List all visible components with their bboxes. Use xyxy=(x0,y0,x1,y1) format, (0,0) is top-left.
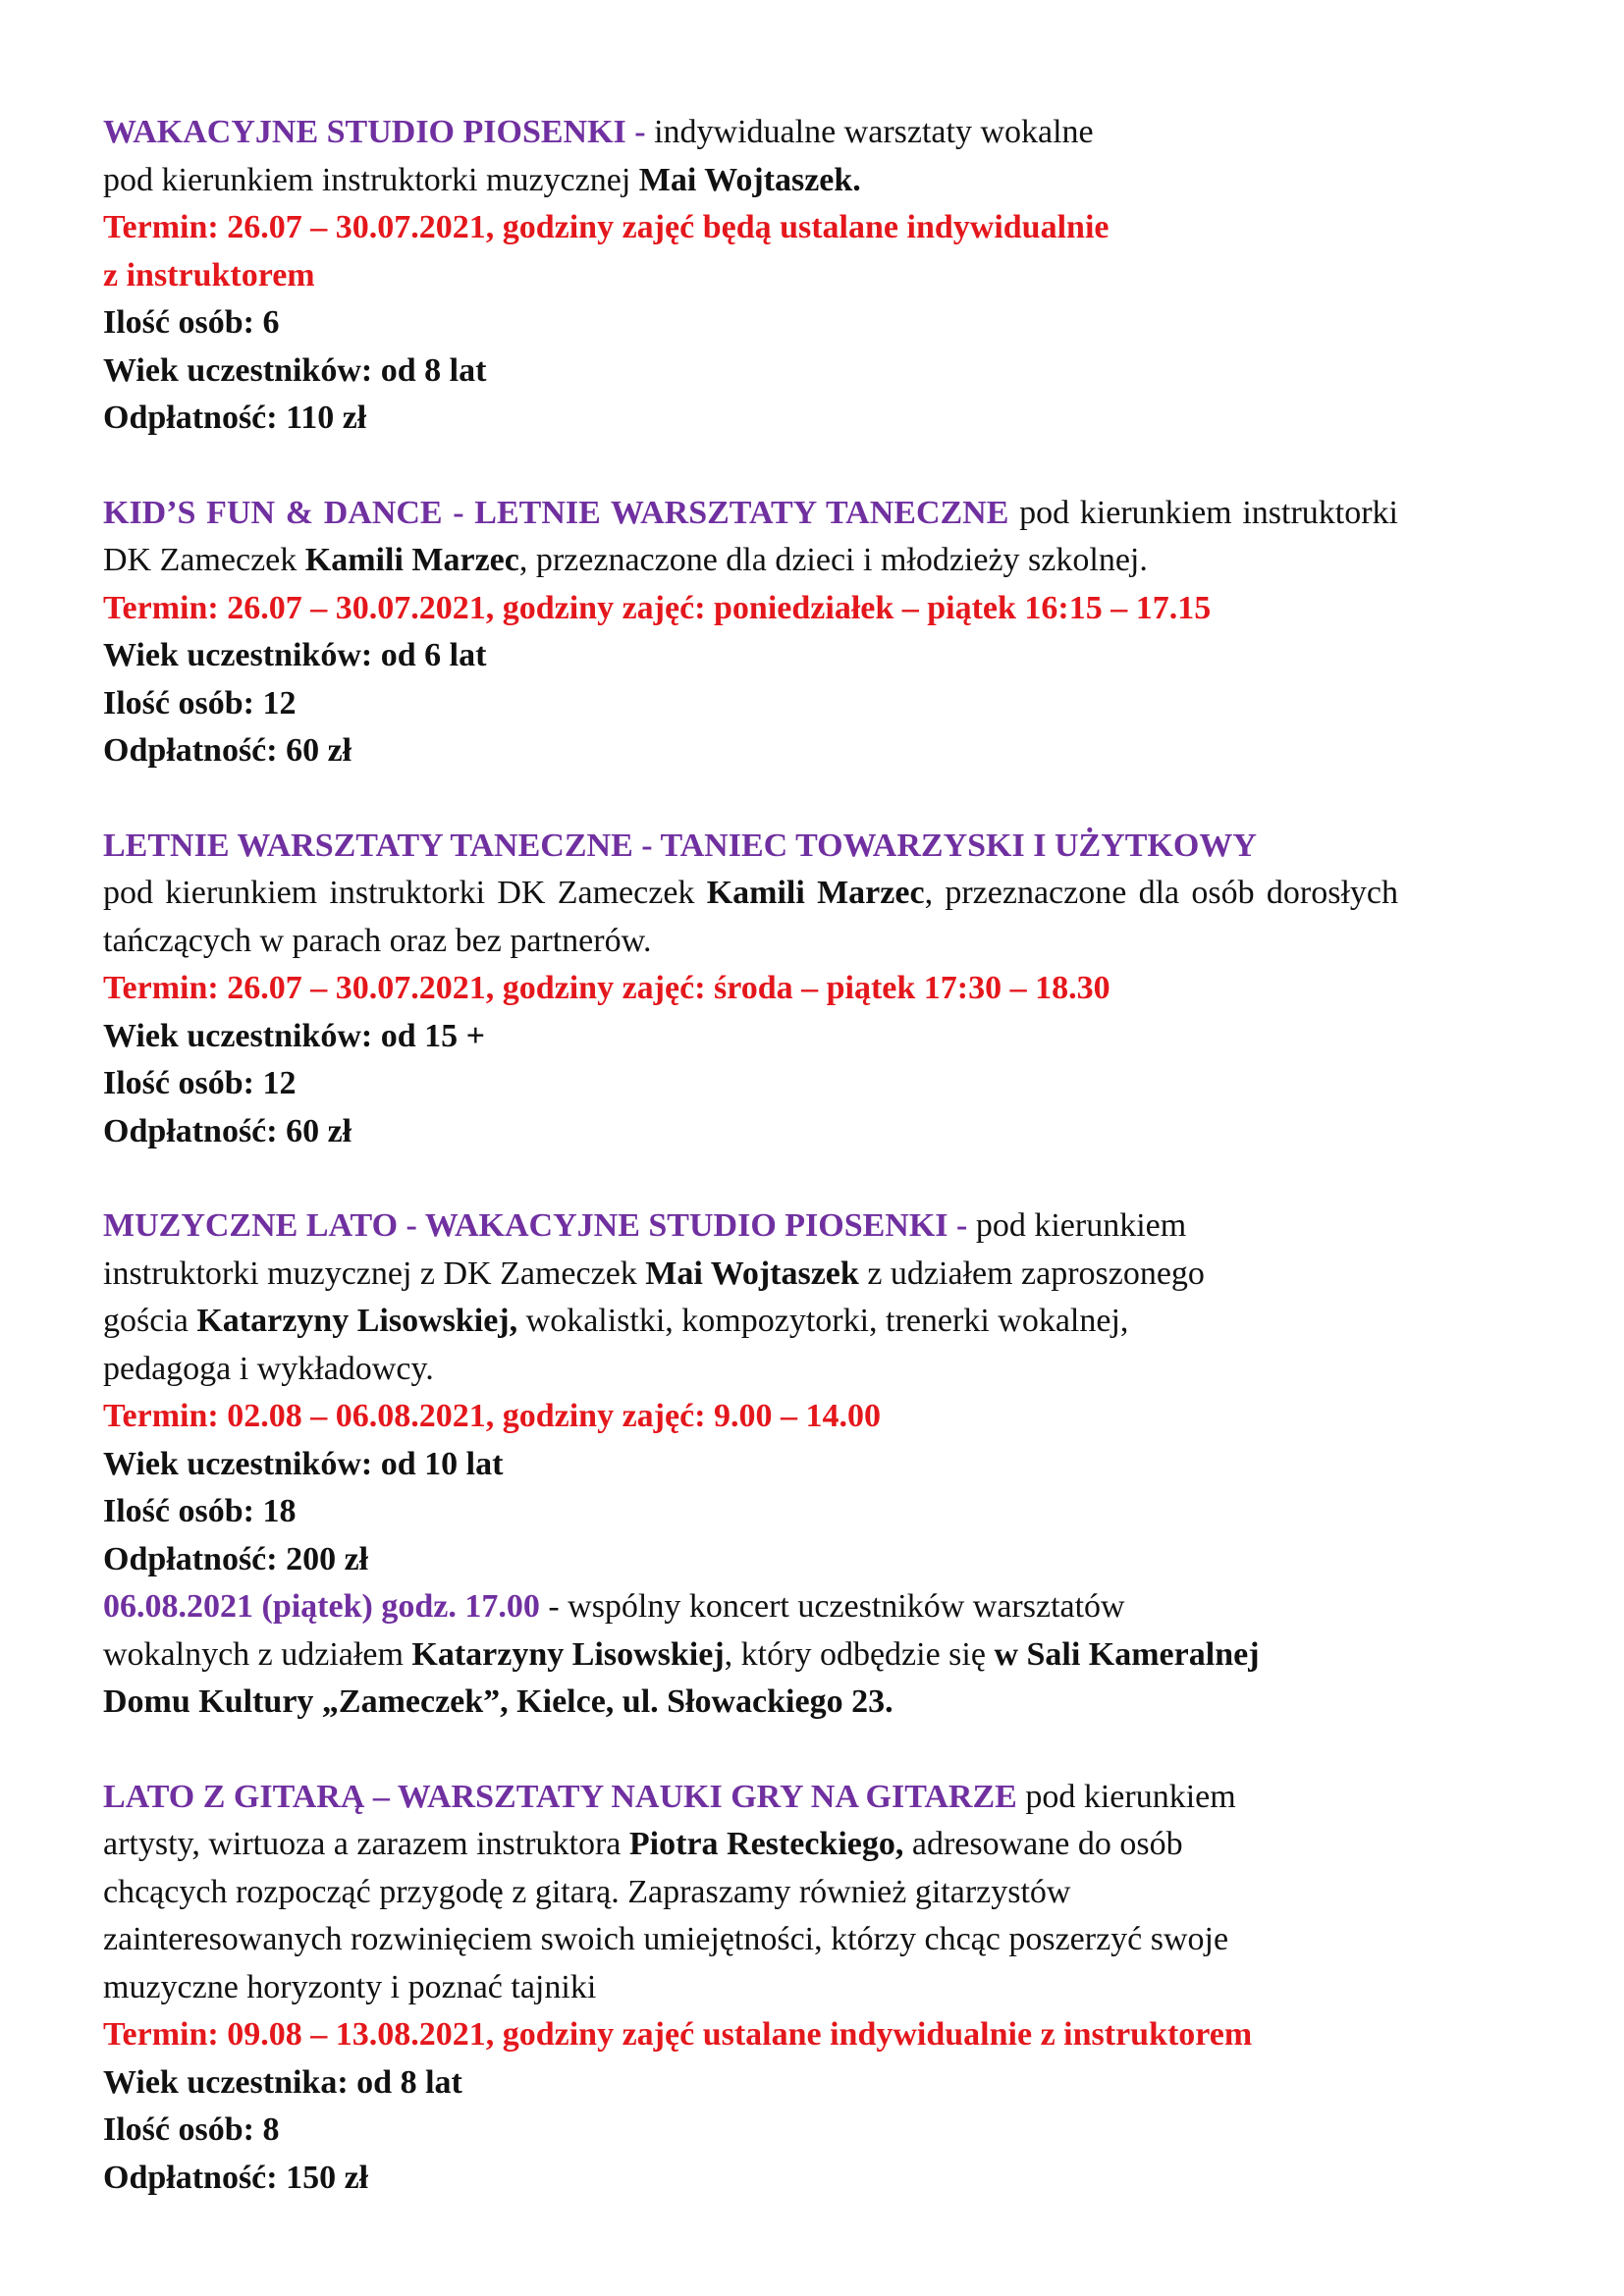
instructor-name: Piotra Resteckiego, xyxy=(628,1826,904,1862)
description-text: pod kierunkiem instruktorki muzycznej xyxy=(103,161,639,198)
participant-age: Wiek uczestników: od 6 lat xyxy=(103,637,487,673)
concert-date: 06.08.2021 (piątek) godz. 17.00 xyxy=(103,1588,540,1625)
group-size: Ilość osób: 8 xyxy=(103,2111,280,2148)
term-line: Termin: 26.07 – 30.07.2021, godziny zajęć: środa – piątek 17:30 – 18.30 xyxy=(103,970,1110,1006)
group-size: Ilość osób: 18 xyxy=(103,1493,297,1529)
concert-venue: w Sali Kameralnej xyxy=(994,1635,1260,1673)
section-heading-line xyxy=(103,1202,1398,1251)
concert-line xyxy=(103,1631,1398,1680)
description-text: z udziałem zaproszonego xyxy=(858,1255,1205,1292)
instructor-name: Mai Wojtaszek. xyxy=(638,161,861,198)
section-description xyxy=(103,870,1398,965)
fee: Odpłatność: 200 zł xyxy=(103,1540,369,1577)
section-taniec-towarzyski xyxy=(103,823,1398,1156)
instructor-name: Kamili Marzec xyxy=(304,542,519,578)
term-line: Termin: 02.08 – 06.08.2021, godziny zajęć: 9.00 – 14.00 xyxy=(103,1398,882,1434)
participant-age: Wiek uczestników: od 10 lat xyxy=(103,1445,504,1482)
group-size: Ilość osób: 6 xyxy=(103,304,280,341)
description-line: chcących rozpocząć przygodę z gitarą. Zapraszamy również gitarzystów xyxy=(103,1873,1071,1910)
description-text: pod kierunkiem instruktorki DK Zameczek xyxy=(103,494,1398,578)
instructor-name: Mai Wojtaszek xyxy=(645,1255,859,1292)
guest-name: Katarzyny Lisowskiej, xyxy=(196,1303,518,1339)
section-lato-z-gitara xyxy=(103,1774,1398,2203)
description-text: , przeznaczone dla dzieci i młodzieży szkolnej. xyxy=(518,542,1148,578)
participant-age: Wiek uczestnika: od 8 lat xyxy=(103,2063,462,2101)
concert-text: , który odbędzie się xyxy=(724,1635,995,1673)
fee: Odpłatność: 60 zł xyxy=(103,732,352,769)
concert-line xyxy=(103,1583,1398,1631)
section-heading-line xyxy=(103,1774,1398,1822)
description-text: artysty, wirtuoza a zarazem instruktora xyxy=(103,1826,629,1862)
section-muzyczne-lato xyxy=(103,1202,1398,1727)
description-line xyxy=(103,157,1398,205)
section-wakacyjne-studio xyxy=(103,109,1398,443)
term-line: Termin: 26.07 – 30.07.2021, godziny zajęć będą ustalane indywidualnie xyxy=(103,209,1110,245)
participant-age: Wiek uczestników: od 8 lat xyxy=(103,351,487,389)
description-text: gościa xyxy=(103,1303,197,1339)
section-heading-paragraph xyxy=(103,490,1398,585)
concert-text: wokalnych z udziałem xyxy=(103,1635,412,1673)
fee: Odpłatność: 60 zł xyxy=(103,1112,352,1149)
section-title: LETNIE WARSZTATY TANECZNE - TANIEC TOWARZYSKI I UŻYTKOWY xyxy=(103,827,1257,864)
description-text: , przeznaczone dla osób dorosłych tańczących w parach oraz bez partnerów. xyxy=(103,875,1399,959)
description-text: instruktorki muzycznej z DK Zameczek xyxy=(103,1255,646,1292)
concert-address: Domu Kultury „Zameczek”, Kielce, ul. Słowackiego 23. xyxy=(103,1683,893,1720)
participant-age: Wiek uczestników: od 15 + xyxy=(103,1017,485,1054)
term-line-continued: z instruktorem xyxy=(103,256,315,294)
description-text: wokalistki, kompozytorki, trenerki wokalnej, xyxy=(517,1303,1129,1339)
guest-name: Katarzyny Lisowskiej xyxy=(411,1635,725,1673)
description-line: muzyczne horyzonty i poznać tajniki xyxy=(103,1968,597,2005)
term-line: Termin: 09.08 – 13.08.2021, godziny zajęć ustalane indywidualnie z instruktorem xyxy=(103,2016,1253,2053)
section-title: MUZYCZNE LATO - WAKACYJNE STUDIO PIOSENKI - xyxy=(103,1207,968,1244)
concert-text: - wspólny koncert uczestników warsztatów xyxy=(539,1588,1125,1625)
group-size: Ilość osób: 12 xyxy=(103,1065,297,1101)
section-description: indywidualne warsztaty wokalne xyxy=(645,114,1094,150)
section-heading-line xyxy=(103,109,1398,157)
section-title: WAKACYJNE STUDIO PIOSENKI - xyxy=(103,114,646,150)
description-text: pod kierunkiem xyxy=(1016,1778,1236,1815)
fee: Odpłatność: 110 zł xyxy=(103,400,367,436)
description-line xyxy=(103,1251,1398,1299)
fee: Odpłatność: 150 zł xyxy=(103,2159,369,2196)
section-title: KID’S FUN & DANCE - LETNIE WARSZTATY TANECZNE xyxy=(103,494,1009,531)
instructor-name: Kamili Marzec xyxy=(706,875,925,911)
description-line xyxy=(103,1821,1398,1869)
description-text: adresowane do osób xyxy=(903,1826,1183,1862)
term-line: Termin: 26.07 – 30.07.2021, godziny zajęć: poniedziałek – piątek 16:15 – 17.15 xyxy=(103,589,1212,626)
description-line xyxy=(103,1298,1398,1346)
section-title: LATO Z GITARĄ – WARSZTATY NAUKI GRY NA GITARZE xyxy=(103,1778,1017,1815)
description-line: pedagoga i wykładowcy. xyxy=(103,1350,434,1387)
group-size: Ilość osób: 12 xyxy=(103,684,297,721)
description-text: pod kierunkiem instruktorki DK Zameczek xyxy=(103,875,707,911)
description-line: zainteresowanych rozwinięciem swoich umiejętności, którzy chcąc poszerzyć swoje xyxy=(103,1921,1229,1957)
section-kids-fun-dance xyxy=(103,490,1398,775)
description-text: pod kierunkiem xyxy=(967,1207,1187,1244)
